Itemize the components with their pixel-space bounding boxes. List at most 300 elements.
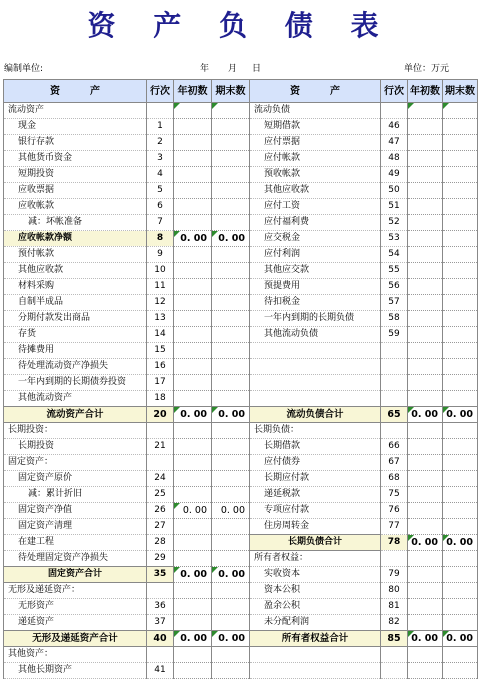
asset-end-value[interactable] xyxy=(212,247,250,263)
liability-label xyxy=(250,663,381,679)
asset-line-no: 28 xyxy=(147,535,174,551)
liability-begin-value[interactable] xyxy=(408,311,443,327)
asset-label: 材料采购 xyxy=(4,279,147,295)
liability-begin-value[interactable] xyxy=(408,599,443,615)
asset-label: 减：累计折旧 xyxy=(4,487,147,503)
table-row xyxy=(4,215,478,231)
asset-begin-value[interactable] xyxy=(174,183,212,199)
liability-line-no xyxy=(381,359,408,375)
table-row xyxy=(4,135,478,151)
col-liability: 资 产 xyxy=(250,80,381,103)
asset-label: 预付帐款 xyxy=(4,247,147,263)
liability-line-no: 77 xyxy=(381,519,408,535)
asset-begin-value[interactable] xyxy=(174,423,212,439)
asset-begin-value[interactable] xyxy=(174,375,212,391)
table-row xyxy=(4,375,478,391)
liability-label: 流动负债 xyxy=(250,103,381,119)
liability-label: 其他应收款 xyxy=(250,183,381,199)
liability-begin-value[interactable] xyxy=(408,519,443,535)
asset-line-no: 1 xyxy=(147,119,174,135)
asset-begin-value[interactable] xyxy=(174,391,212,407)
liability-begin-value[interactable] xyxy=(408,391,443,407)
liability-label: 长期借款 xyxy=(250,439,381,455)
liability-line-no: 85 xyxy=(381,631,408,647)
asset-label: 固定资产清理 xyxy=(4,519,147,535)
liability-begin-value[interactable] xyxy=(408,183,443,199)
asset-label: 在建工程 xyxy=(4,535,147,551)
liability-begin-value[interactable] xyxy=(408,327,443,343)
asset-line-no: 26 xyxy=(147,503,174,519)
liability-end-value[interactable] xyxy=(443,487,478,503)
asset-label: 递延资产 xyxy=(4,615,147,631)
table-row xyxy=(4,359,478,375)
asset-line-no: 21 xyxy=(147,439,174,455)
asset-begin-value[interactable] xyxy=(174,103,212,119)
asset-label: 分期付款发出商品 xyxy=(4,311,147,327)
asset-begin-value[interactable] xyxy=(174,599,212,615)
table-row xyxy=(4,183,478,199)
liability-begin-value[interactable] xyxy=(408,215,443,231)
liability-end-value[interactable] xyxy=(443,551,478,567)
asset-end-value[interactable] xyxy=(212,599,250,615)
liability-line-no xyxy=(381,103,408,119)
asset-begin-value[interactable] xyxy=(174,535,212,551)
liability-end-value[interactable] xyxy=(443,439,478,455)
asset-line-no: 11 xyxy=(147,279,174,295)
liability-end-value[interactable] xyxy=(443,263,478,279)
asset-end-value[interactable]: 0. 00 xyxy=(212,231,250,247)
asset-end-value[interactable] xyxy=(212,487,250,503)
asset-line-no: 37 xyxy=(147,615,174,631)
asset-end-value[interactable] xyxy=(212,471,250,487)
asset-label: 银行存款 xyxy=(4,135,147,151)
asset-line-no: 41 xyxy=(147,663,174,679)
liability-begin-value[interactable] xyxy=(408,455,443,471)
asset-label: 一年内到期的长期债券投资 xyxy=(4,375,147,391)
asset-label: 固定资产合计 xyxy=(4,567,147,583)
asset-label: 无形资产 xyxy=(4,599,147,615)
liability-line-no: 56 xyxy=(381,279,408,295)
table-row xyxy=(4,407,478,423)
table-row xyxy=(4,247,478,263)
asset-end-value[interactable] xyxy=(212,375,250,391)
liability-begin-value[interactable] xyxy=(408,503,443,519)
liability-end-value[interactable] xyxy=(443,295,478,311)
asset-end-value[interactable]: 0. 00 xyxy=(212,503,250,519)
asset-begin-value[interactable] xyxy=(174,327,212,343)
liability-label: 应付帐款 xyxy=(250,151,381,167)
liability-line-no: 49 xyxy=(381,167,408,183)
liability-end-value[interactable] xyxy=(443,247,478,263)
table-row xyxy=(4,551,478,567)
asset-begin-value[interactable] xyxy=(174,663,212,679)
asset-label: 其他货币资金 xyxy=(4,151,147,167)
asset-end-value[interactable]: 0. 00 xyxy=(212,631,250,647)
asset-end-value[interactable] xyxy=(212,519,250,535)
asset-begin-value[interactable] xyxy=(174,583,212,599)
liability-line-no: 55 xyxy=(381,263,408,279)
asset-label: 应收票据 xyxy=(4,183,147,199)
liability-label: 盈余公积 xyxy=(250,599,381,615)
asset-end-value[interactable]: 0. 00 xyxy=(212,407,250,423)
asset-begin-value[interactable] xyxy=(174,519,212,535)
asset-label: 应收帐款净额 xyxy=(4,231,147,247)
asset-end-value[interactable] xyxy=(212,183,250,199)
liability-line-no xyxy=(381,391,408,407)
liability-begin-value[interactable] xyxy=(408,295,443,311)
asset-end-value[interactable] xyxy=(212,215,250,231)
table-row xyxy=(4,599,478,615)
liability-end-value[interactable] xyxy=(443,231,478,247)
asset-line-no: 7 xyxy=(147,215,174,231)
liability-end-value[interactable] xyxy=(443,375,478,391)
liability-line-no: 50 xyxy=(381,183,408,199)
col-line: 行次 xyxy=(147,80,174,103)
liability-line-no: 51 xyxy=(381,199,408,215)
liability-begin-value[interactable] xyxy=(408,231,443,247)
asset-end-value[interactable] xyxy=(212,663,250,679)
liability-label: 应交税金 xyxy=(250,231,381,247)
col-begin: 年初数 xyxy=(174,80,212,103)
day-label: 日 xyxy=(252,64,262,74)
asset-end-value[interactable] xyxy=(212,295,250,311)
liability-line-no: 79 xyxy=(381,567,408,583)
liability-begin-value[interactable] xyxy=(408,151,443,167)
liability-line-no: 46 xyxy=(381,119,408,135)
liability-label: 应付票据 xyxy=(250,135,381,151)
liability-label: 应付工资 xyxy=(250,199,381,215)
liability-end-value[interactable] xyxy=(443,519,478,535)
asset-end-value[interactable] xyxy=(212,551,250,567)
liability-end-value[interactable] xyxy=(443,471,478,487)
asset-begin-value[interactable] xyxy=(174,263,212,279)
liability-begin-value[interactable] xyxy=(408,103,443,119)
liability-begin-value[interactable] xyxy=(408,135,443,151)
liability-begin-value[interactable] xyxy=(408,647,443,663)
liability-end-value[interactable] xyxy=(443,167,478,183)
liability-end-value[interactable] xyxy=(443,599,478,615)
table-row xyxy=(4,423,478,439)
liability-line-no: 47 xyxy=(381,135,408,151)
table-row xyxy=(4,519,478,535)
balance-sheet-table xyxy=(3,79,478,679)
asset-line-no xyxy=(147,647,174,663)
liability-begin-value[interactable] xyxy=(408,375,443,391)
liability-label: 长期负债： xyxy=(250,423,381,439)
liability-label: 实收资本 xyxy=(250,567,381,583)
asset-line-no: 16 xyxy=(147,359,174,375)
liability-end-value[interactable] xyxy=(443,359,478,375)
asset-line-no: 18 xyxy=(147,391,174,407)
liability-line-no: 68 xyxy=(381,471,408,487)
asset-begin-value[interactable] xyxy=(174,311,212,327)
liability-end-value[interactable] xyxy=(443,583,478,599)
liability-label: 资本公积 xyxy=(250,583,381,599)
col-asset: 资 产 xyxy=(4,80,147,103)
currency-unit: 单位：万元 xyxy=(404,64,450,74)
col-line-right: 行次 xyxy=(381,80,408,103)
asset-end-value[interactable] xyxy=(212,439,250,455)
liability-line-no xyxy=(381,375,408,391)
col-end-right: 期末数 xyxy=(443,80,478,103)
table-row xyxy=(4,167,478,183)
liability-label: 预提费用 xyxy=(250,279,381,295)
asset-begin-value[interactable] xyxy=(174,215,212,231)
liability-end-value[interactable] xyxy=(443,151,478,167)
asset-label: 存货 xyxy=(4,327,147,343)
asset-begin-value[interactable]: 0. 00 xyxy=(174,631,212,647)
liability-line-no: 53 xyxy=(381,231,408,247)
liability-label: 应付利润 xyxy=(250,247,381,263)
liability-line-no: 76 xyxy=(381,503,408,519)
liability-begin-value[interactable] xyxy=(408,167,443,183)
liability-end-value[interactable] xyxy=(443,279,478,295)
asset-line-no: 20 xyxy=(147,407,174,423)
liability-begin-value[interactable] xyxy=(408,471,443,487)
header-row xyxy=(4,80,478,103)
table-row xyxy=(4,311,478,327)
liability-label: 专项应付款 xyxy=(250,503,381,519)
asset-end-value[interactable] xyxy=(212,535,250,551)
asset-begin-value[interactable] xyxy=(174,359,212,375)
asset-line-no: 13 xyxy=(147,311,174,327)
asset-begin-value[interactable] xyxy=(174,295,212,311)
liability-label: 其他应交款 xyxy=(250,263,381,279)
asset-end-value[interactable] xyxy=(212,327,250,343)
liability-end-value[interactable] xyxy=(443,199,478,215)
asset-label: 长期投资 xyxy=(4,439,147,455)
asset-begin-value[interactable] xyxy=(174,151,212,167)
liability-line-no: 82 xyxy=(381,615,408,631)
asset-line-no: 5 xyxy=(147,183,174,199)
asset-end-value[interactable] xyxy=(212,359,250,375)
asset-begin-value[interactable] xyxy=(174,439,212,455)
month-label: 月 xyxy=(228,64,238,74)
asset-line-no: 14 xyxy=(147,327,174,343)
liability-begin-value[interactable] xyxy=(408,199,443,215)
asset-end-value[interactable] xyxy=(212,279,250,295)
asset-line-no: 36 xyxy=(147,599,174,615)
asset-label: 应收帐款 xyxy=(4,199,147,215)
asset-begin-value[interactable] xyxy=(174,167,212,183)
asset-begin-value[interactable]: 0. 00 xyxy=(174,407,212,423)
liability-label: 短期借款 xyxy=(250,119,381,135)
table-row xyxy=(4,615,478,631)
liability-begin-value[interactable] xyxy=(408,583,443,599)
asset-line-no xyxy=(147,455,174,471)
asset-line-no: 10 xyxy=(147,263,174,279)
liability-begin-value[interactable]: 0. 00 xyxy=(408,407,443,423)
asset-end-value[interactable] xyxy=(212,199,250,215)
liability-end-value[interactable] xyxy=(443,423,478,439)
table-row xyxy=(4,503,478,519)
asset-line-no: 15 xyxy=(147,343,174,359)
table-row xyxy=(4,391,478,407)
asset-end-value[interactable] xyxy=(212,455,250,471)
liability-line-no: 75 xyxy=(381,487,408,503)
asset-end-value[interactable] xyxy=(212,423,250,439)
liability-begin-value[interactable] xyxy=(408,551,443,567)
asset-begin-value[interactable] xyxy=(174,647,212,663)
asset-begin-value[interactable] xyxy=(174,247,212,263)
table-row xyxy=(4,295,478,311)
liability-begin-value[interactable] xyxy=(408,119,443,135)
asset-label: 待处理流动资产净损失 xyxy=(4,359,147,375)
table-row xyxy=(4,103,478,119)
liability-begin-value[interactable]: 0. 00 xyxy=(408,535,443,551)
table-row xyxy=(4,327,478,343)
liability-end-value[interactable] xyxy=(443,311,478,327)
table-row xyxy=(4,119,478,135)
asset-begin-value[interactable] xyxy=(174,455,212,471)
asset-line-no: 17 xyxy=(147,375,174,391)
liability-end-value[interactable] xyxy=(443,103,478,119)
asset-begin-value[interactable] xyxy=(174,471,212,487)
liability-end-value[interactable] xyxy=(443,119,478,135)
liability-line-no: 80 xyxy=(381,583,408,599)
liability-begin-value[interactable] xyxy=(408,615,443,631)
asset-end-value[interactable] xyxy=(212,647,250,663)
liability-label: 流动负债合计 xyxy=(250,407,381,423)
asset-begin-value[interactable] xyxy=(174,279,212,295)
asset-end-value[interactable] xyxy=(212,583,250,599)
liability-label: 未分配利润 xyxy=(250,615,381,631)
asset-begin-value[interactable] xyxy=(174,551,212,567)
asset-end-value[interactable]: 0. 00 xyxy=(212,567,250,583)
asset-label: 固定资产： xyxy=(4,455,147,471)
asset-label: 固定资产净值 xyxy=(4,503,147,519)
liability-end-value[interactable]: 0. 00 xyxy=(443,407,478,423)
asset-begin-value[interactable] xyxy=(174,199,212,215)
liability-begin-value[interactable] xyxy=(408,663,443,679)
liability-end-value[interactable] xyxy=(443,215,478,231)
liability-line-no: 59 xyxy=(381,327,408,343)
liability-end-value[interactable] xyxy=(443,391,478,407)
table-row xyxy=(4,631,478,647)
asset-end-value[interactable] xyxy=(212,263,250,279)
liability-label: 待扣税金 xyxy=(250,295,381,311)
asset-label: 短期投资 xyxy=(4,167,147,183)
asset-end-value[interactable] xyxy=(212,167,250,183)
liability-line-no xyxy=(381,343,408,359)
asset-begin-value[interactable] xyxy=(174,119,212,135)
liability-label: 住房周转金 xyxy=(250,519,381,535)
liability-label: 其他流动负债 xyxy=(250,327,381,343)
liability-begin-value[interactable] xyxy=(408,279,443,295)
asset-line-no: 24 xyxy=(147,471,174,487)
asset-label: 无形及递延资产： xyxy=(4,583,147,599)
liability-line-no xyxy=(381,423,408,439)
liability-line-no: 54 xyxy=(381,247,408,263)
liability-line-no: 67 xyxy=(381,455,408,471)
asset-line-no: 35 xyxy=(147,567,174,583)
asset-label: 固定资产原价 xyxy=(4,471,147,487)
liability-line-no: 65 xyxy=(381,407,408,423)
liability-end-value[interactable]: 0. 00 xyxy=(443,631,478,647)
asset-end-value[interactable] xyxy=(212,311,250,327)
asset-begin-value[interactable] xyxy=(174,487,212,503)
asset-begin-value[interactable]: 0. 00 xyxy=(174,503,212,519)
liability-begin-value[interactable] xyxy=(408,263,443,279)
asset-label: 待处理固定资产净损失 xyxy=(4,551,147,567)
asset-begin-value[interactable] xyxy=(174,343,212,359)
asset-line-no: 4 xyxy=(147,167,174,183)
asset-end-value[interactable] xyxy=(212,151,250,167)
asset-line-no: 3 xyxy=(147,151,174,167)
asset-line-no: 8 xyxy=(147,231,174,247)
asset-line-no: 29 xyxy=(147,551,174,567)
liability-end-value[interactable] xyxy=(443,567,478,583)
liability-end-value[interactable] xyxy=(443,455,478,471)
liability-begin-value[interactable] xyxy=(408,343,443,359)
asset-begin-value[interactable]: 0. 00 xyxy=(174,567,212,583)
asset-end-value[interactable] xyxy=(212,391,250,407)
asset-label: 长期投资： xyxy=(4,423,147,439)
liability-end-value[interactable]: 0. 00 xyxy=(443,535,478,551)
liability-end-value[interactable] xyxy=(443,663,478,679)
asset-label: 无形及递延资产合计 xyxy=(4,631,147,647)
asset-line-no: 25 xyxy=(147,487,174,503)
asset-label: 流动资产 xyxy=(4,103,147,119)
table-row xyxy=(4,439,478,455)
liability-line-no: 58 xyxy=(381,311,408,327)
liability-begin-value[interactable] xyxy=(408,439,443,455)
asset-begin-value[interactable] xyxy=(174,615,212,631)
asset-label: 其他长期资产 xyxy=(4,663,147,679)
table-row xyxy=(4,263,478,279)
liability-label: 预收帐款 xyxy=(250,167,381,183)
asset-label: 自制半成品 xyxy=(4,295,147,311)
table-row xyxy=(4,279,478,295)
table-row xyxy=(4,151,478,167)
liability-begin-value[interactable] xyxy=(408,247,443,263)
liability-end-value[interactable] xyxy=(443,135,478,151)
liability-begin-value[interactable]: 0. 00 xyxy=(408,631,443,647)
asset-begin-value[interactable]: 0. 00 xyxy=(174,231,212,247)
liability-begin-value[interactable] xyxy=(408,487,443,503)
asset-end-value[interactable] xyxy=(212,119,250,135)
asset-end-value[interactable] xyxy=(212,103,250,119)
liability-label xyxy=(250,391,381,407)
liability-end-value[interactable] xyxy=(443,343,478,359)
asset-line-no: 27 xyxy=(147,519,174,535)
liability-label: 应付福利费 xyxy=(250,215,381,231)
liability-end-value[interactable] xyxy=(443,615,478,631)
asset-end-value[interactable] xyxy=(212,343,250,359)
asset-end-value[interactable] xyxy=(212,615,250,631)
asset-label: 其他资产： xyxy=(4,647,147,663)
liability-label xyxy=(250,359,381,375)
liability-label: 递延税款 xyxy=(250,487,381,503)
liability-end-value[interactable] xyxy=(443,503,478,519)
liability-line-no: 48 xyxy=(381,151,408,167)
liability-end-value[interactable] xyxy=(443,647,478,663)
asset-line-no: 12 xyxy=(147,295,174,311)
liability-end-value[interactable] xyxy=(443,183,478,199)
liability-line-no: 78 xyxy=(381,535,408,551)
liability-line-no: 57 xyxy=(381,295,408,311)
asset-end-value[interactable] xyxy=(212,135,250,151)
year-label: 年 xyxy=(200,64,210,74)
liability-begin-value[interactable] xyxy=(408,359,443,375)
col-begin-right: 年初数 xyxy=(408,80,443,103)
asset-label: 流动资产合计 xyxy=(4,407,147,423)
asset-begin-value[interactable] xyxy=(174,135,212,151)
liability-end-value[interactable] xyxy=(443,327,478,343)
table-row xyxy=(4,583,478,599)
liability-begin-value[interactable] xyxy=(408,423,443,439)
liability-begin-value[interactable] xyxy=(408,567,443,583)
